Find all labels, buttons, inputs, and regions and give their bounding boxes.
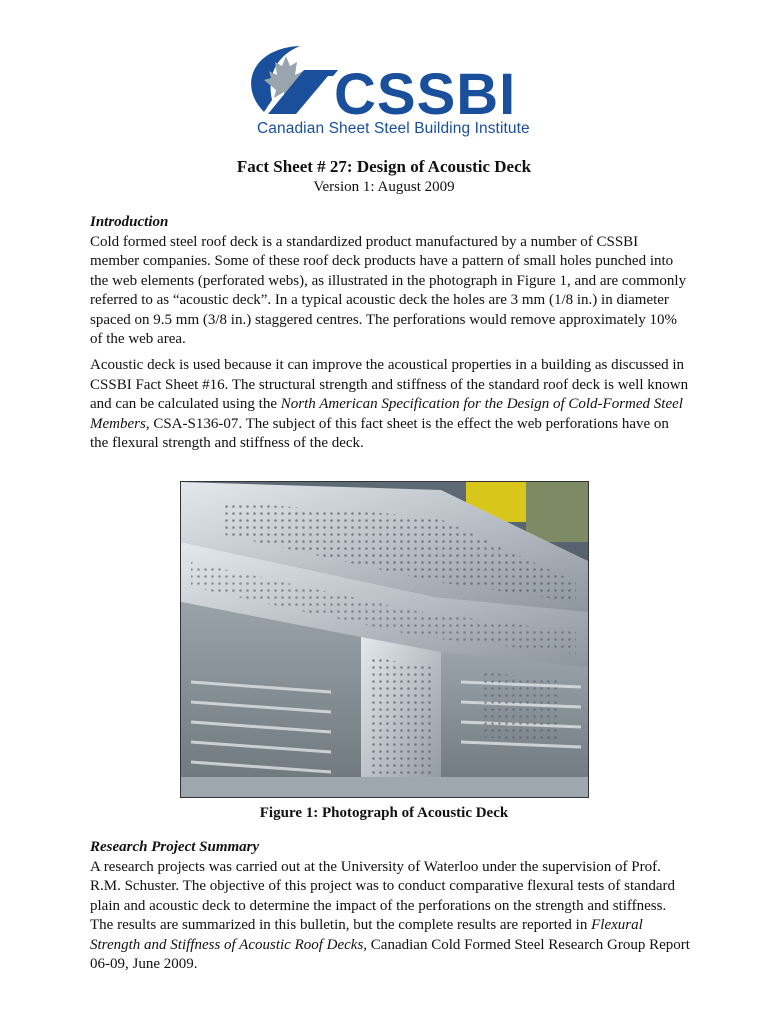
para2-text-b: , CSA-S136-07. The subject of this fact sheet is the effect the web perforations have on the flexural strength and stiffness of the deck. (90, 415, 669, 451)
research-text-b: , Canadian Cold Formed Steel Research Group Report 06-09, June 2009. (90, 936, 690, 972)
page-title: Fact Sheet # 27: Design of Acoustic Deck (236, 157, 532, 176)
introduction-paragraph-1: Cold formed steel roof deck is a standardized product manufactured by a number of CSSBI member companies. Some of these roof deck products have a pattern of small holes punched into the web elements (perforated webs), as illustrated in the photograph in Figure 1, and are commonly referred to as “acoustic deck”. In a typical acoustic deck the holes are 3 mm (1/8 in.) in diameter spaced on 9.5 mm (3/8 in.) staggered centres. The perforations would remove approximately 10% of the web area. (90, 233, 687, 347)
research-heading: Research Project Summary (90, 839, 260, 855)
para2-text-a: Acoustic deck is used because it can improve the acoustical properties in a building as discussed in CSSBI Fact Sheet #16. The structural strength and stiffness of the standard roof deck is well known and can be calculated using the (90, 357, 689, 412)
introduction-section (90, 213, 690, 350)
logo-wordmark: CSSBI (334, 62, 517, 127)
version-line: Version 1: August 2009 (313, 179, 455, 195)
figure-caption: Figure 1: Photograph of Acoustic Deck (259, 805, 509, 821)
org-name: Canadian Sheet Steel Building Institute (257, 120, 530, 137)
introduction-paragraph-2 (90, 356, 690, 454)
research-text-a: A research projects was carried out at the University of Waterloo under the supervision of Prof. R.M. Schuster. The objective of this project was to conduct comparative flexural tests of standard plain and acoustic deck to determine the impact of the perforations on the strength and stiffness. The results are summarized in this bulletin, but the complete results are reported in (90, 858, 675, 933)
spec-title: North American Specification for the Design of Cold-Formed Steel Members (90, 396, 683, 432)
acoustic-deck-photo (180, 481, 589, 798)
research-section (90, 838, 690, 975)
report-title: Flexural Strength and Stiffness of Acoustic Roof Decks (90, 917, 643, 953)
introduction-heading: Introduction (90, 214, 169, 230)
